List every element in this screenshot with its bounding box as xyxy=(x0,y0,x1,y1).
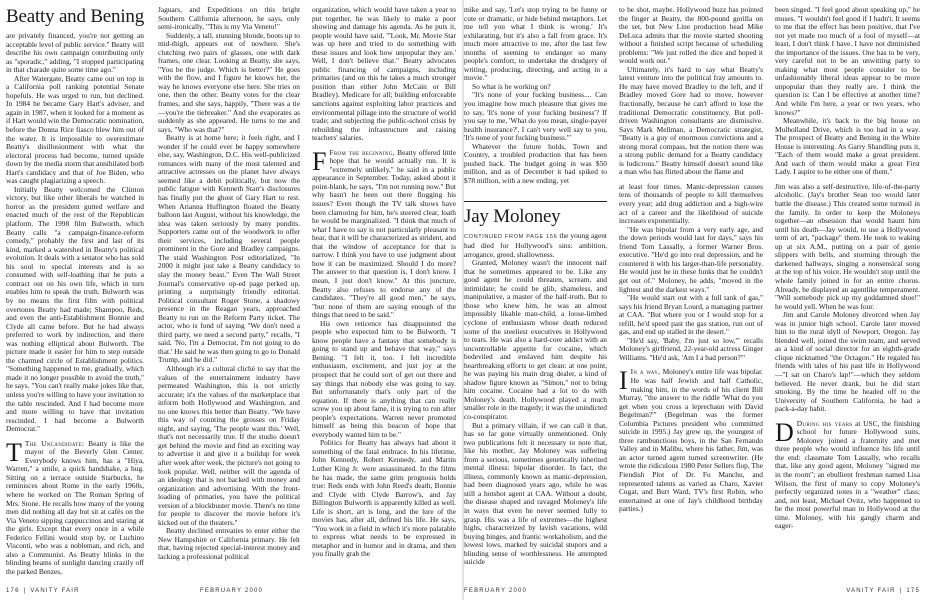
jay-moloney-headline: Jay Moloney xyxy=(464,206,561,228)
section-lead: The Uncandidate: xyxy=(24,438,85,448)
section-lead: From the beginning, xyxy=(329,147,395,157)
issue-date: FEBRUARY 2000 xyxy=(464,588,528,594)
section-paragraph xyxy=(6,437,144,577)
paragraph: Jaguars, and Expeditions on this bright Southern California afternoon, he says, only semi-ironically, "This is my Via Veneto!" xyxy=(158,6,300,32)
section-paragraph xyxy=(312,146,456,320)
paragraph: to be shot, maybe. Hollywood buzz has pointed the finger at Beatty, the 800-pound gorilla on the set, but New Line production head Mike DeLuca admits that the movie started shooting without a finished script because of scheduling problems: "We just rolled the dice and hoped it would work out." xyxy=(619,6,763,66)
left-column-2 xyxy=(158,6,300,581)
paragraph: Jim and Carole Moloney divorced when Jay was in junior high school. Carole later moved him to the rural idyll of Newport, Oregon. Jay blended well, joined the swim team, and served as a kind of social director for an eighth-grade clique nicknamed "the Octagon." He regaled his friends with tales of his past life in Hollywood—"I sat on Charo's lap!"—which they seldom believed. He never drank, but he did start smoking. By the time he headed off to the University of Southern California, he had a pack-a-day habit. xyxy=(775,310,920,414)
section-rule xyxy=(464,201,607,202)
paragraph: Jim was also a self-destructive, life-of-the-party alcoholic. (Jay's brother Sean too would later battle the disease.) This created some turmoil in the family. In order to keep the Moloneys together—an obsession that would haunt him until his death—Jay would, to use a Hollywood term of art, "package" them. He took to waking up at six A.M., putting on a pair of genie slippers with bells, and storming through the darkened hallways, singing a nonsensical song at the top of his voice. He wouldn't stop until the whole family joined in for an entire chorus. Already, he displayed an agentlike temperament. "Will somebody pick up my goddamned shoe!" he would yell. When he was four. xyxy=(775,181,920,311)
paragraph: His own reticence has disappointed the people who expected him to be Bulworth. "I know people have a fantasy that somebody is going to stand up and behave that way," says Bening. "I felt it, too. I felt incredible enthusiasm, excitement, and just joy at the prospect that he could sort of get out there and say things that nobody else was going to say. But unfortunately that's only part of the equation. If there is anything that can really screw you up about fame, it is trying to run after people's expectations. Warren never promoted himself as being this beacon of hope that everybody wanted him to be." xyxy=(312,318,456,439)
paragraph: After Watergate, Beatty came out on top in a California poll ranking potential Senate hopefuls. He was urged to run, but declined. In 1984 he became Gary Hart's adviser, and again in 1987, when it looked for a moment as if Hart would win the Democratic nomination, before the Donna Rice fiasco blew him out of the water. It is impossible to overestimate Beatty's disillusionment with what the electoral process had become, turned upside down by the media storm that annihilated both Hart's candidacy and that of Joe Biden, who was caught plagiarizing a speech. xyxy=(6,73,144,186)
paragraph: Initially Beatty welcomed the Clinton victory, but like other liberals he watched in horror as the president gutted welfare and enacted much of the rest of the Republican platform. The 1998 film Bulworth, which Beatty calls "a campaign-finance-reform comedy," probably the first and last of its kind, marked a watershed in Beatty's political evolution. It deals with a senator who has sold his soul to special interests and is so consumed with self-loathing that he puts a contract out on his own life, which in turn enables him to speak the truth. Bulworth was by no means the first film with political overtones Beatty had made; Shampoo, Reds, and even the anti-Establishment Bonnie and Clyde all came before. But he had always preferred to work by indirection, and there was nothing elliptical about Bulworth. The picture made it easier for him to step outside the charmed circle of Establishment politics. "Something happened to me, gradually, which made it no longer possible to avoid the truth," he says. "You can't really make jokes like that, unless you're willing to have your invitation to the table rescinded. And I had become more and more willing to have that invitation rescinded. I had become a Bulworth Democrat." xyxy=(6,184,144,434)
section-text: Beatty offered little hope that he would actually run. It is "extremely unlikely," he said in a public appearance in September. Today, asked about it point-blank, he says, "I'm not running now." But why hasn't he been out there flogging his issues? Even though the TV talk shows have been clamoring for him, he's steered clear, loath he would be marginalized. "I think that much of what I have to say is not particularly pleasant to hear, that it will be characterized as strident, and that the window of acceptance for that is narrow. I think you have to use judgment about how it can be maximized. Should I do more? The answer to that question is, I don't know. I mean, I just don't know." At this juncture, Beatty also refuses to endorse any of the candidates. "They're all good men," he says, "but none of them are saying enough of the things that need to be said." xyxy=(312,147,456,320)
magazine-name: VANITY FAIR xyxy=(846,588,896,594)
left-footer: 176 | VANITY FAIR xyxy=(6,588,80,594)
section-text: Beatty is like the mayor of the Beverly Glen Center. Everybody knows him, has a "Hiya, Warren," a smile, a quick handshake, a hug. Sitting on a terrace outside Starbucks, he reminisces about Rome in the early 1960s, where he worked on The Roman Spring of Mrs. Stone. He recalls how many of the young men did nothing all day but sit at cafés on the Via Veneto sipping cappuccinos and staring at the girls. Except that every once in a while Federico Fellini would stop by, or Luchino Visconti, who was a nobleman, and rich, and also a Communist. As Beatty blinks in the blinding beams of sunlight dancing crazily off the parked Benzes, xyxy=(6,438,144,576)
paragraph: Granted, Moloney wasn't the innocent naif that he sometimes appeared to be. Like any good agent he could threaten, scream, and intimidate; he could be glib, shameless, and manipulative, a master of the half-truth. But to those who knew him, he was an almost impossibly likable man-child, a loose-limbed cyclone of enthusiasm whose death reduced some of the steeliest executives in Hollywood to tears. He was also a hard-core addict with an uncontrollable appetite for cocaine, which bedeviled and enslaved him despite his heartbreaking efforts to get clean: at one point, he was paying his main drug dealer, a kind of shadow figure known as "Simon," not to bring him cocaine. Cocaine had a lot to do with Moloney's death. Hollywood played a much smaller role in the tragedy; it was the unindicted co-conspirator. xyxy=(464,258,607,421)
paragraph: been singed. "I feel good about speaking up," he muses. "I wouldn't feel good if I hadn't. It seems to me that the effect has been positive, that I've not yet made too much of a fool of myself—at least, I don't think I have. I have not diminished the importance of the issues. One has to be very, very careful not to be an unwitting party to making what most people consider to be unfashionably liberal ideas appear to be more unpopular than they really are. I think the question is: Can I be effective at another time? And while I'm here, a year or two years, who knows?" xyxy=(775,6,920,117)
paragraph: Although it's a cultural cliché to say that the values of the entertainment industry have permeated Washington, this is not strictly accurate; it's the values of the marketplace that inform both Hollywood and Washington, and no one knows this better than Beatty. "We have this way of counting the grosses on Friday night, and saying, 'The people want this.' Well, that's not necessarily true. If the studio doesn't get behind the movie and find an exciting way to advertise it and give it a buildup for week after week after week, the picture's not going to look popular. Well, neither will the agenda of an ideology that is not backed with money and organization and advertising. With the front-loading of primaries, you have the political version of a blockbuster movie. There's no time for people to discover the movie before it's kicked out of the theaters." xyxy=(158,363,300,527)
section-text: at USC, the finishing school for future Hollywood suits, Moloney joined a fraternity and met three people who would influence his life until the end: classmate Tom Lassally, who recalls that, like any good agent, Moloney "signed me in the room"; an ebullient freshman named Lisa Wilson, the first of many to copy Moloney's perfectly organized notes in a "weather" class; and, not least, Michael Ovitz, who happened to be the most powerful man in Hollywood at the time. Moloney, with his gangly charm and eager- xyxy=(775,418,920,531)
paragraph: Meanwhile, it's back to the big house on Mulholland Drive, which is too bad in a way. The prospect of Beatty and Bening in the White House is interesting. As Garry Shandling puts it, "Each of them would make a great president. And each of them would make a great First Lady. I aspire to be either one of them." xyxy=(775,116,920,177)
left-column-1 xyxy=(6,6,144,581)
right-page xyxy=(464,0,926,600)
page-number: 176 xyxy=(6,588,20,594)
paragraph: Whatever the future holds, Town and Country, a troubled production that has been pushed back. The budget going in was $50 million, and as of December it had spiked to $78 million, with a new ending, yet xyxy=(464,141,607,185)
right-footer: VANITY FAIR | 175 xyxy=(846,588,920,594)
left-page xyxy=(0,0,462,600)
section-paragraph xyxy=(619,368,763,513)
drop-cap: T xyxy=(6,437,22,467)
paragraph: "He was bipolar from a very early age, and the down periods would last for days," says his friend Tom Lassally, a former Warner Bros. executive. "He'd go into real depression, and he countered it with his larger-than-life personality. He would just be in these funks that he couldn't get out of." Moloney, he adds, "moved in the lightest and the darkest ways." xyxy=(619,224,763,294)
paragraph: So what is he working on? xyxy=(472,81,551,91)
section-lead: During his years xyxy=(796,418,853,428)
page-number: 175 xyxy=(906,588,920,594)
section-text: the young agent had died for Hollywood's sins: ambition, arrogance, greed, shallowness. xyxy=(464,231,607,259)
paragraph: at least four times. Manic-depression causes tens of thousands of people to kill themselves every year; add drug addiction and a high-wire act of a career and the likelihood of suicide increases exponentially. xyxy=(619,181,763,226)
left-column-3 xyxy=(312,6,456,581)
paragraph: Beatty is at home here; it feels right, and I wonder if he could ever be happy somewhere else, say, Washington, D.C. His well-publicized romances with many of the most talented and attractive actresses on the planet have always seemed like a debit politically, but now the public fatigue with Kenneth Starr's disclosures has finally put the ghost of Gary Hart to rest. When Arianna Huffington floated the Beatty balloon last August, without his knowledge, the idea was taken seriously by many pundits. Supporters came out of the woodwork to offer their services, including several people prominent in the Gore and Bradley campaigns. The staid Washington Post editorialized, "In 2000 it might just take a Beatty candidacy to slay the money beast." Even The Wall Street Journal's conservative op-ed page perked up, printing a surprisingly friendly editorial. Political consultant Roger Stone, a shadowy presence in the Reagan years, approached Beatty to run on the Reform Party ticket. The actor, who is fond of saying "We don't need a third party, we need a second party," recalls, "I said, 'No, I'm a Democrat, I'm not going to do that.' He said he was then going to go to Donald Trump, and he did." xyxy=(158,133,300,365)
issue-date: FEBRUARY 2000 xyxy=(200,588,264,594)
section-paragraph xyxy=(464,232,607,259)
article-headline: Beatty and Bening xyxy=(6,6,144,27)
drop-cap: D xyxy=(775,417,794,447)
magazine-name: VANITY FAIR xyxy=(30,588,80,594)
paragraph: organization, which would have taken a year to put together, he was likely to make a poor showing and damage his agenda. As he puts it, people would have said, "'Look, Mr. Movie Star was up here and tried to do something with these issues and look how unpopular they are.' Well, I don't believe that." Beatty advocates public financing of campaigns, including primaries (and on this he takes a much stronger position than either John McCain or Bill Bradley). Medicare for all; building enforceable sanctions against exploiting labor practices and environmental pillage into the structure of world trade; and subjecting the public-school crisis by rebuilding the infrastructure and raising teachers' salaries. xyxy=(312,6,456,143)
paragraph: "He would start out with a full tank of gas," says his friend Bryan Lourd, a managing partner at CAA. "But where you or I would stop for a refill, he'd speed past the gas station, run out of gas, and end up stalled in the desert." xyxy=(619,293,763,337)
section-text: Moloney's entire life was bipolar. He was half Jewish and half Catholic, making him, in the words of his client Bill Murray, "the answer to the riddle 'What do you get when you cross a leprechaun with David Begelman?'" (Begelman was the former Columbia Pictures president who committed suicide in 1995.) Jay grew up, the youngest of three rambunctious boys, in the San Fernando Valley and in Malibu, where his father, Jim, was an actor turned agent turned screenwriter. (He wrote the ridiculous 1980 Peter Sellers flop, The Fiendish Plot of Dr. Fu Manchu, and represented talents as varied as Charo, Xavier Cugat, and Burt Ward, TV's first Robin, who entertained at one of Jay's childhood birthday parties.) xyxy=(619,367,763,514)
drop-cap: F xyxy=(312,146,327,176)
paragraph: Beatty declined entreaties to enter either the New Hampshire or California primary. He felt that, having rejected special-interest money and lacking a professional political xyxy=(158,526,300,561)
paragraph: "He'd say, 'Baby, I'm just so low,'" recalls Moloney's girlfriend, 22-year-old actress Ginger Williams. "He'd ask, 'Am I a bad person?'" xyxy=(619,335,763,362)
paragraph: are privately financed, you're not getting an acceptable level of public service." Beatty will describe his own campaign contributing only as "sporadic," adding, "I stopped participating in that charade quite some time ago." xyxy=(6,31,144,75)
paragraph: Politics for Beatty has always had about it something of the fatal embrace. In his lifetime, John Kennedy, Robert Kennedy, and Martin Luther King Jr. were assassinated. In the films he has made, the same grim prognosis holds true: Reds ends with John Reed's death, Bonnie and Clyde with Clyde Barrow's, and Jay Billington Bulworth is apparently killed as well. Life is short, art is long, and the lure of the movies has, after all, defined his life. He says, "You work in a field in which it's more palatable to express what needs to be expressed in metaphor and in humor and in drama, and then you finally grab the xyxy=(312,438,456,559)
paragraph: Ultimately, it's hard to say what Beatty's latest venture into the political fray amounts to. He may have moved Bradley to the left, and if Bradley moved Gore had to move, however fractionally, because he can't afford to lose the traditional Democratic constituency. But poll-driven Washington consultants are dismissive. Says Mark Mellman, a Democratic strategist, "Beatty is a guy of enormous convictions and a strong moral compass, but the notion there was a strong public demand for a Beatty candidacy is ludicrous." Beatty himself doesn't sound like a man who has flirted about the flame and xyxy=(619,64,763,177)
right-footer-date xyxy=(464,588,527,594)
right-column-3 xyxy=(775,6,920,581)
continued-label: CONTINUED FROM PAGE 156 xyxy=(464,234,558,241)
right-column-1 xyxy=(464,6,607,581)
paragraph: mike and say, 'Let's stop trying to be funny or cute or dramatic, or hide behind metaphors. Let me tell you what I think is wrong.' It's exhilarating, but it's also a fall from grace. It's much more attractive to me, after the last few months of seeming to endanger so many people's comfort, to undertake the drudgery of writing, producing, directing, and acting in a movie." xyxy=(464,6,607,83)
section-lead: In a way, xyxy=(630,367,661,377)
paragraph: Suddenly, a tall, stunning blonde, boots up to mid-thigh, appears out of nowhere. She's clutching two pairs of glasses, one with dark frames, one clear. Looking at Beatty, she says, "You be the judge. Which is better?" He goes with the flow, and I figure he knows her, the way he knows everyone else here. She tries on one, then the other. Beatty votes for the clear frames, and she says, happily, "There was a tie—you're the tiebreaker." And she evaporates as suddenly as she appeared. He turns to me and says, "Who was that?" xyxy=(158,30,300,134)
drop-cap: I xyxy=(619,366,628,396)
paragraph: "It's none of your fucking business.... Can you imagine how much pleasure that gives me to say, 'It's none of your fucking business'? If you say to me, 'What do you mean, single-payer health insurance?', I can't very well say to you, 'It's none of your fucking business.'" xyxy=(464,90,607,143)
right-column-2 xyxy=(619,6,763,581)
section-paragraph xyxy=(775,417,920,531)
left-footer-date xyxy=(200,588,263,594)
paragraph: But a primary villain, if we can call it that, has so far gone virtually unmentioned. Only two publications felt it necessary to note that, like his mother, Jay Moloney was suffering from a serious, sometimes genetically inherited mental illness: bipolar disorder. In fact, the illness, commonly known as manic-depression, had been diagnosed years ago, while he was still a hotshot agent at CAA. Without a doubt, the disease shaped and ravaged Moloney's life in ways that even he never seemed fully to grasp. His was a life of extremes—the highest highs, characterized by lavish vacations, wild buying binges, and frantic workaholism, and the lowest lows, marked by suicidal stupors and a blinding sense of worthlessness. He attempted suicide xyxy=(464,420,607,567)
